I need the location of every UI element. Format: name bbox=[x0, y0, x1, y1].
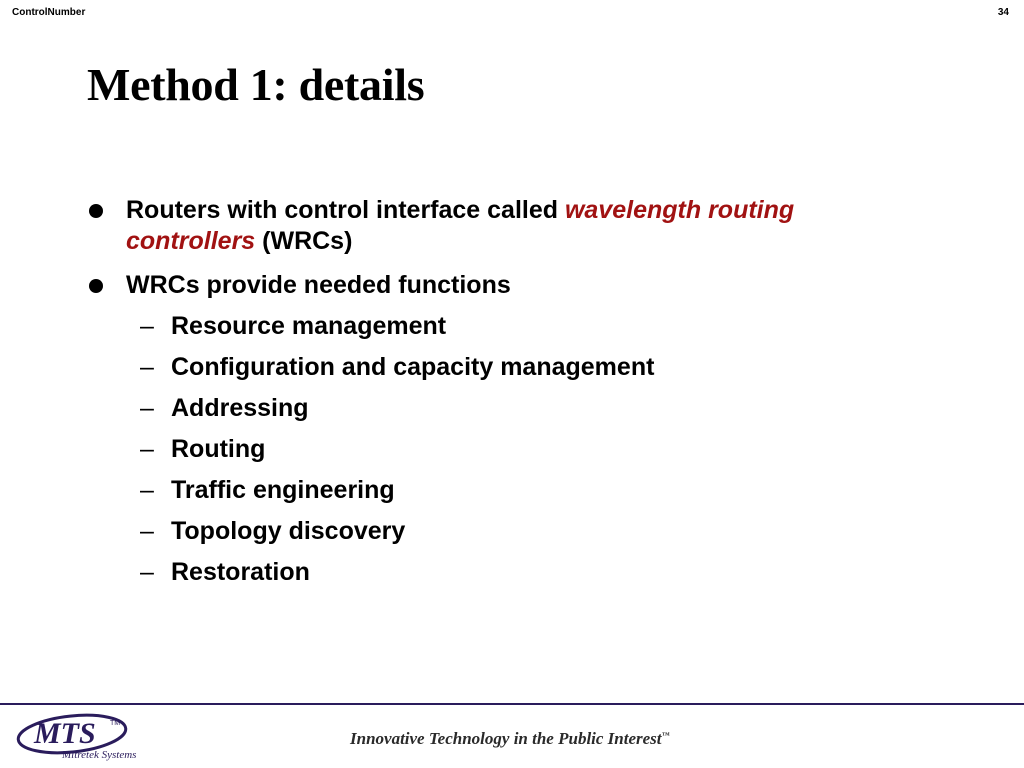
sub-bullet-text: Traffic engineering bbox=[171, 476, 395, 504]
sub-bullet-text: Routing bbox=[171, 435, 266, 463]
page-number: 34 bbox=[997, 7, 1009, 18]
logo-subtitle: Mitretek Systems bbox=[62, 749, 137, 761]
sub-bullet-item bbox=[140, 557, 310, 588]
sub-bullet-item bbox=[140, 434, 266, 465]
bullet-item bbox=[126, 270, 916, 301]
dash-icon: – bbox=[140, 558, 154, 586]
sub-bullet-text: Restoration bbox=[171, 558, 310, 586]
bullet-dot-icon bbox=[89, 195, 103, 226]
bullet-text: (WRCs) bbox=[255, 227, 353, 255]
logo-text: MTS bbox=[34, 717, 96, 750]
dash-icon: – bbox=[140, 394, 154, 422]
header-left-label: ControlNumber bbox=[12, 7, 86, 18]
bullet-text: WRCs provide needed functions bbox=[126, 271, 511, 299]
footer-tagline: Innovative Technology in the Public Interest™ bbox=[350, 729, 670, 748]
tagline-tm: ™ bbox=[661, 730, 670, 740]
sub-bullet-item bbox=[140, 475, 395, 506]
sub-bullet-text: Configuration and capacity management bbox=[171, 353, 655, 381]
sub-bullet-item bbox=[140, 311, 447, 342]
dash-icon: – bbox=[140, 517, 154, 545]
dash-icon: – bbox=[140, 312, 154, 340]
bullet-text: Routers with control interface called bbox=[126, 196, 565, 224]
sub-bullet-item bbox=[140, 516, 406, 547]
dash-icon: – bbox=[140, 476, 154, 504]
sub-bullet-text: Addressing bbox=[171, 394, 309, 422]
sub-bullet-item bbox=[140, 352, 655, 383]
dash-icon: – bbox=[140, 435, 154, 463]
bullet-item bbox=[126, 195, 916, 257]
sub-bullet-text: Topology discovery bbox=[171, 517, 406, 545]
bullet-dot-icon bbox=[89, 270, 103, 301]
dash-icon: – bbox=[140, 353, 154, 381]
sub-bullet-text: Resource management bbox=[171, 312, 447, 340]
slide-title: Method 1: details bbox=[87, 59, 425, 110]
logo-tm: TM bbox=[110, 720, 121, 727]
footer-divider bbox=[0, 703, 1024, 705]
mts-logo bbox=[14, 710, 164, 762]
sub-bullet-item bbox=[140, 393, 309, 424]
highlight-term: wavelength routing bbox=[564, 196, 795, 224]
highlight-term: controllers bbox=[126, 227, 256, 255]
